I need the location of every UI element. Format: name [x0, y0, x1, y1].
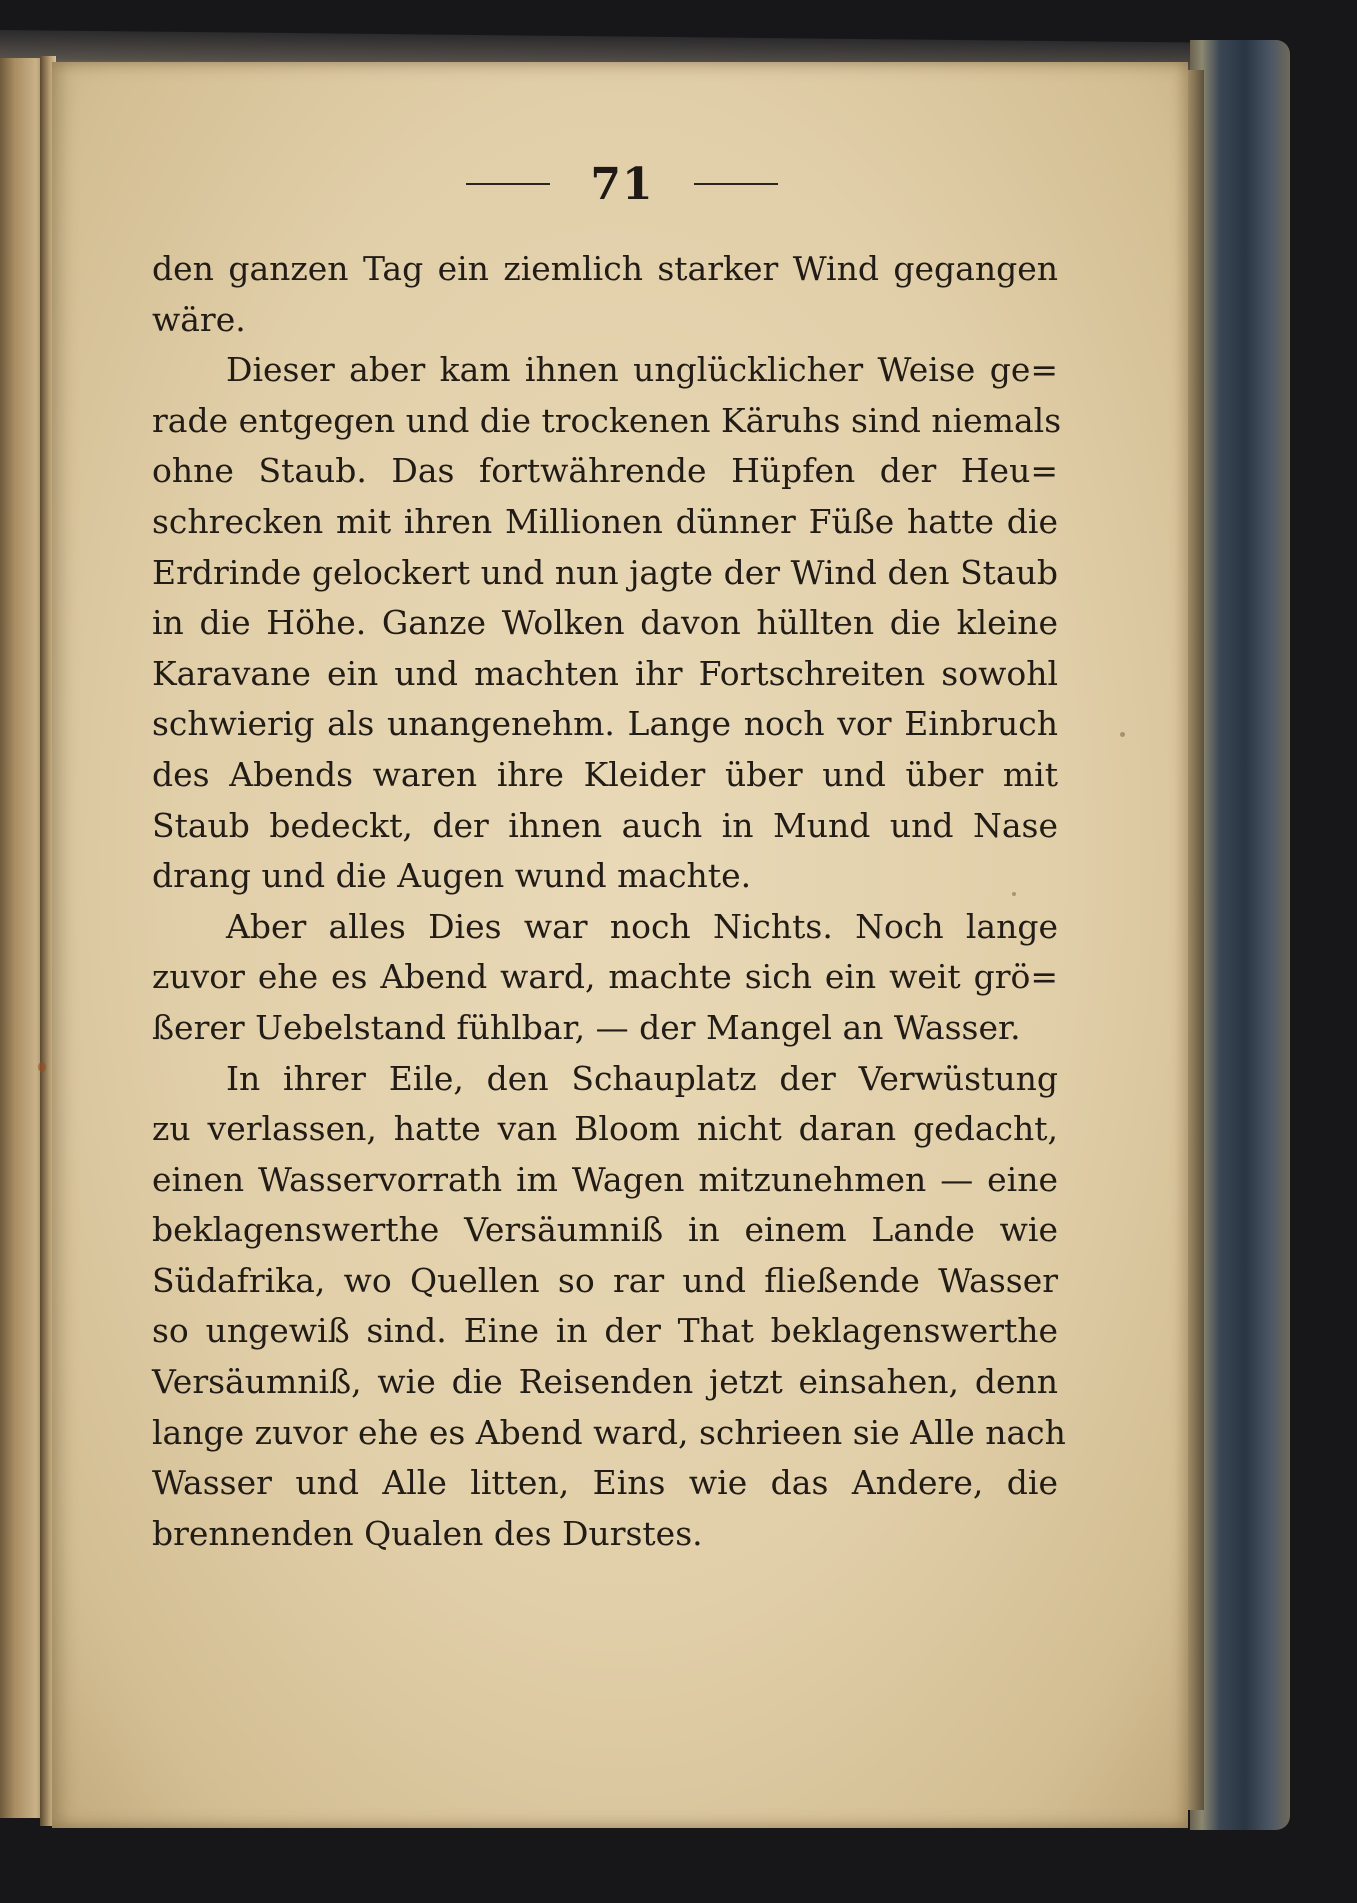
book-cover — [1190, 40, 1290, 1830]
paragraph — [152, 345, 1062, 902]
text-line: so ungewiß sind. Eine in der That beklagenswerthe — [152, 1311, 1058, 1351]
text-line: den ganzen Tag ein ziemlich starker Wind gegangen — [152, 249, 1058, 288]
stain-mark — [38, 1062, 46, 1072]
text-line: Dieser aber kam ihnen unglücklicher Weise ge= — [226, 350, 1058, 390]
body-text — [152, 244, 1066, 1559]
text-line: einen Wasservorrath im Wagen mitzunehmen — eine — [152, 1159, 1058, 1199]
text-line: In ihrer Eile, den Schauplatz der Verwüstung — [226, 1058, 1058, 1098]
text-line: Erdrinde gelockert und nun jagte der Wind den Staub — [152, 552, 1058, 592]
page-number: 71 — [590, 158, 654, 210]
text-line: ohne Staub. Das fortwährende Hüpfen der Heu= — [152, 451, 1058, 491]
text-line: Aber alles Dies war noch Nichts. Noch lange — [226, 906, 1058, 946]
text-line: Versäumniß, wie die Reisenden jetzt einsahen, denn — [152, 1362, 1058, 1402]
text-line: Staub bedeckt, der ihnen auch in Mund und Nase — [152, 805, 1058, 845]
text-line: Südafrika, wo Quellen so rar und fließende Wasser — [152, 1260, 1058, 1300]
text-line: zuvor ehe es Abend ward, machte sich ein weit grö= — [152, 957, 1058, 997]
page-header — [452, 154, 792, 214]
text-line: schrecken mit ihren Millionen dünner Füße hatte die — [152, 501, 1058, 541]
text-line: des Abends waren ihre Kleider über und über mit — [152, 754, 1058, 794]
text-line: zu verlassen, hatte van Bloom nicht daran gedacht, — [152, 1109, 1058, 1149]
paragraph — [152, 902, 1058, 1054]
text-line: schwierig als unangenehm. Lange noch vor Einbruch — [152, 704, 1058, 744]
text-line: lange zuvor ehe es Abend ward, schrieen sie Alle nach — [152, 1412, 1066, 1452]
stain-mark — [1120, 732, 1125, 737]
paragraph — [152, 244, 1058, 345]
text-line: in die Höhe. Ganze Wolken davon hüllten die kleine — [152, 603, 1058, 643]
text-line: Wasser und Alle litten, Eins wie das Andere, die — [152, 1463, 1058, 1503]
text-line: Karavane ein und machten ihr Fortschreiten sowohl — [152, 653, 1058, 693]
header-rule-right — [694, 183, 778, 185]
book-page — [52, 62, 1188, 1828]
text-line: beklagenswerthe Versäumniß in einem Lande wie — [152, 1210, 1058, 1250]
paragraph — [152, 1054, 1066, 1560]
text-line: brennenden Qualen des Durstes. — [152, 1513, 703, 1553]
text-line: drang und die Augen wund machte. — [152, 856, 752, 896]
text-line: ßerer Uebelstand fühlbar, — der Mangel an Wasser. — [152, 1007, 1021, 1047]
stain-mark — [1012, 892, 1016, 896]
text-line: wäre. — [152, 299, 246, 339]
text-line: rade entgegen und die trockenen Käruhs sind niemals — [152, 400, 1062, 440]
header-rule-left — [466, 183, 550, 185]
